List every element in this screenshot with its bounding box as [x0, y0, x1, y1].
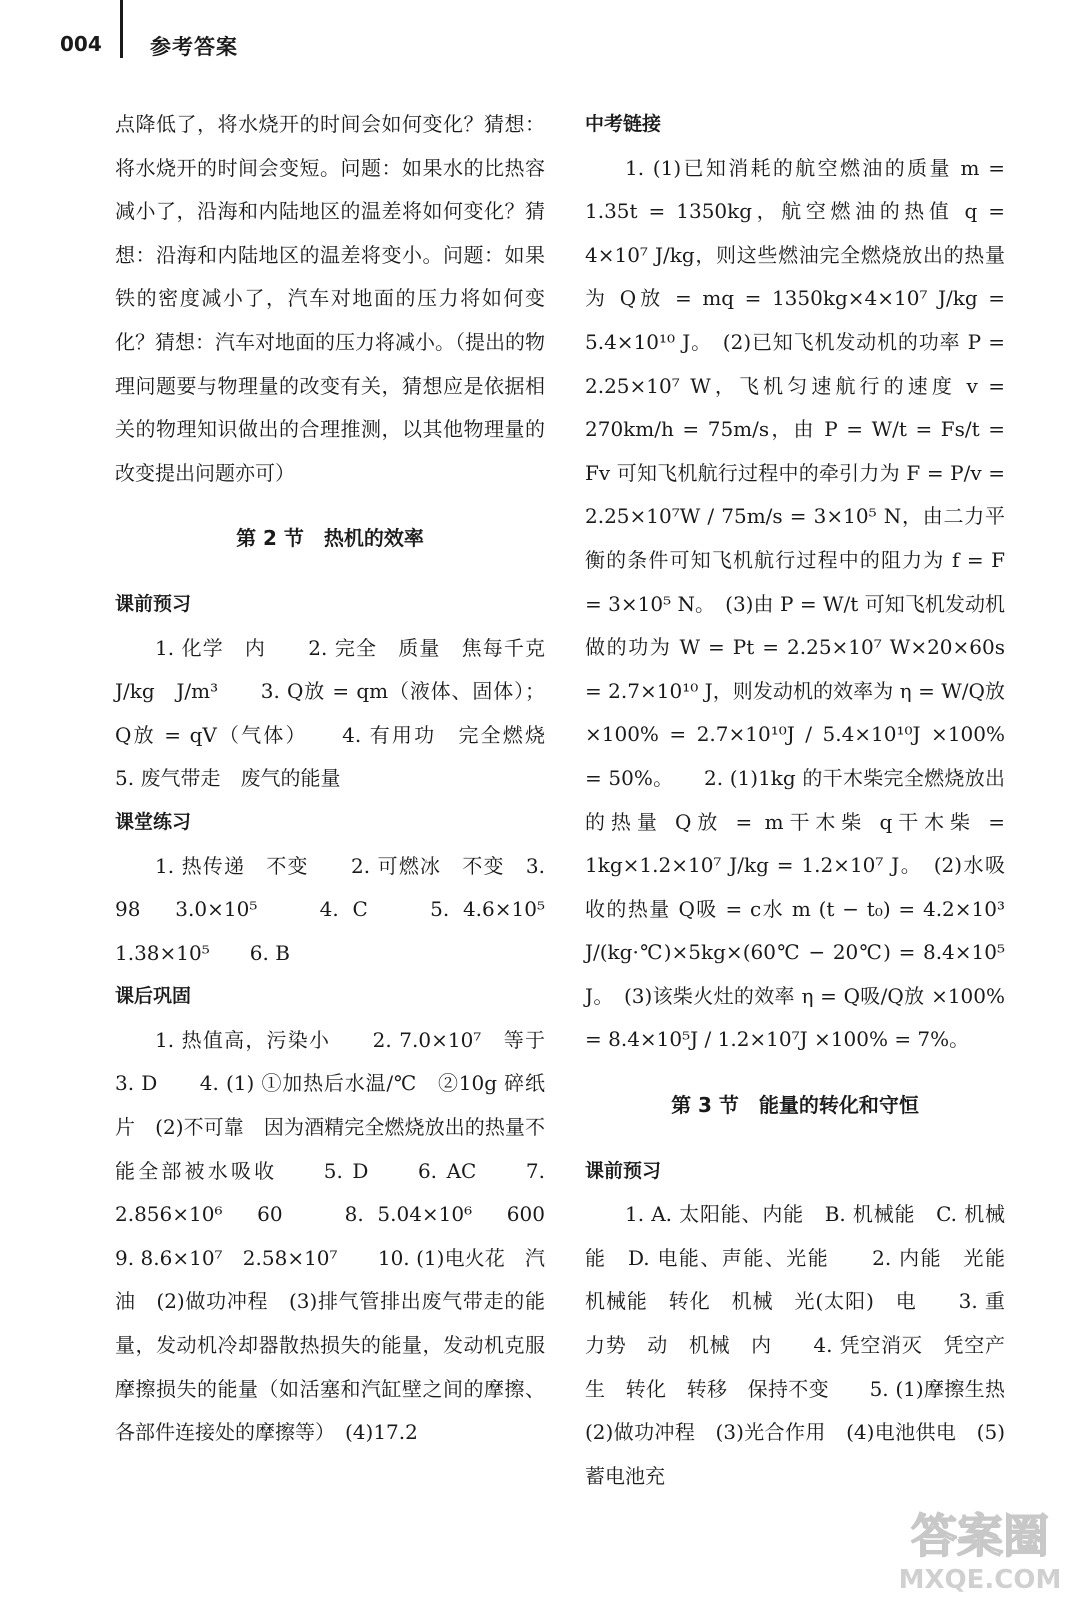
- khgg-heading: 课后巩固: [115, 985, 192, 1008]
- watermark-url: MXQE.COM: [898, 1565, 1062, 1595]
- right-column: [585, 103, 1025, 1498]
- kqyx-heading: 课前预习: [115, 592, 192, 615]
- khgg-answers: 1. 热值高，污染小 2. 7.0×10⁷ 等于 3. D 4. (1) ①加热后水温/℃ ②10g 碎纸片 (2)不可靠 因为酒精完全燃烧放出的热量不能全部被水吸收 5. D 6. AC 7. 2.856×10⁶ 60 8. 5.04×10⁶ 600 9. 8.6×10⁷ 2.58×10⁷ 10. (1)电火花 汽油 (2)做功冲程 (3)排气管排出废气带走的能量，发动机冷却器散热损失的能量，发动机克服摩擦损失的能量（如活塞和汽缸壁之间的摩擦、各部件连接处的摩擦等） (4)17.2: [115, 1027, 585, 1445]
- intro-paragraph: 点降低了，将水烧开的时间会如何变化？猜想：将水烧开的时间会变短。问题：如果水的比热容减小了，沿海和内陆地区的温差将如何变化？猜想：沿海和内陆地区的温差将变小。问题：如果铁的密度减小了，汽车对地面的压力将如何变化？猜想：汽车对地面的压力将减小。（提出的物理问题要与物理量的改变有关，猜想应是依据相关的物理知识做出的合理推测，以其他物理量的改变提出问题亦可）: [115, 112, 545, 485]
- kqyx-answers: 1. 化学 内 2. 完全 质量 焦每千克 J/kg J/m³ 3. Q放 = qm（液体、固体）；Q放 = qV（气体） 4. 有用功 完全燃烧 5. 废气带走 废气的能量: [115, 635, 585, 791]
- zkl-heading: 中考链接: [585, 113, 662, 135]
- kqyx-answers-2: 1. A. 太阳能、内能 B. 机械能 C. 机械能 D. 电能、声能、光能 2. 内能 光能 机械能 转化 机械 光(太阳) 电 3. 重力势 动 机械 内 4. 凭空消灭 凭空产生 转化 转移 保持不变 5. (1)摩擦生热 (2)做功冲程 (3)光合作用 (4)电池供电 (5)蓄电池充: [585, 1202, 1025, 1488]
- left-column: [115, 103, 585, 1455]
- ktlx-heading: 课堂练习: [115, 810, 192, 833]
- section-2-title: 第 2 节 热机的效率: [236, 526, 424, 551]
- watermark-text: 答案圈: [911, 1509, 1049, 1563]
- page-header: [0, 0, 1092, 80]
- zkl-answers: 1. (1)已知消耗的航空燃油的质量 m = 1.35t = 1350kg，航空燃油的热值 q = 4×10⁷ J/kg，则这些燃油完全燃烧放出的热量为 Q放 = mq = 1350kg×4×10⁷ J/kg = 5.4×10¹⁰ J。 (2)已知飞机发动机的功率 P = 2.25×10⁷ W，飞机匀速航行的速度 v = 270km/h = 75m/s，由 P = W/t = Fs/t = Fv 可知飞机航行过程中的牵引力为 F = P/v = 2.25×10⁷W / 75m/s = 3×10⁵ N，由二力平衡的条件可知飞机航行过程中的阻力为 f = F = 3×10⁵ N。 (3)由 P = W/t 可知飞机发动机做的功为 W = Pt = 2.25×10⁷ W×20×60s = 2.7×10¹⁰ J，则发动机的效率为 η = W/Q放 ×100% = 2.7×10¹⁰J / 5.4×10¹⁰J ×100% = 50%。 2. (1)1kg 的干木柴完全燃烧放出的热量 Q放 = m干木柴 q干木柴 = 1kg×1.2×10⁷ J/kg = 1.2×10⁷ J。 (2)水吸收的热量 Q吸 = c水 m (t − t₀) = 4.2×10³ J/(kg·℃)×5kg×(60℃ − 20℃) = 8.4×10⁵ J。 (3)该柴火灶的效率 η = Q吸/Q放 ×100% = 8.4×10⁵J / 1.2×10⁷J ×100% = 7%。: [585, 155, 1005, 1052]
- section-3-title: 第 3 节 能量的转化和守恒: [671, 1093, 919, 1118]
- page-number: 004: [60, 32, 102, 56]
- watermark-logo: [880, 1500, 1080, 1596]
- ktlx-answers: 1. 热传递 不变 2. 可燃冰 不变 3. 98 3.0×10⁵ 4. C 5. 4.6×10⁵ 1.38×10⁵ 6. B: [115, 853, 565, 965]
- header-title: 参考答案: [150, 35, 238, 59]
- kqyx-heading-2: 课前预习: [585, 1159, 662, 1182]
- header-divider: [120, 0, 123, 58]
